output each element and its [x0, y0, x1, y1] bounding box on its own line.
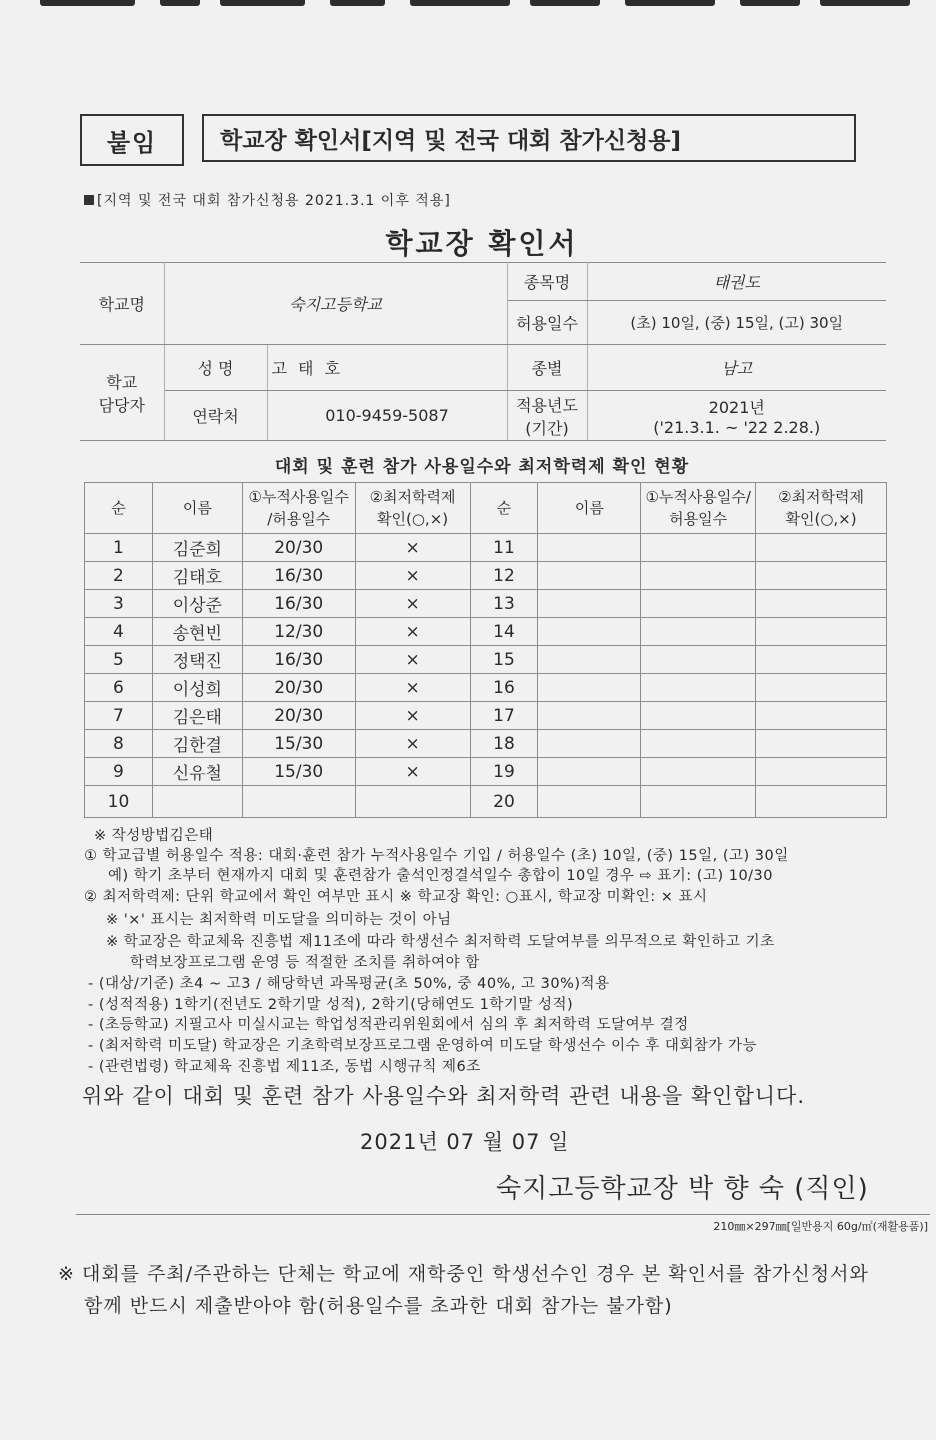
row-check: × [355, 674, 470, 702]
row-name-right [538, 674, 641, 702]
event-label: 종목명 [507, 263, 587, 301]
table-row [85, 674, 887, 702]
header-seq-right: 순 [470, 483, 538, 534]
row-check: × [355, 562, 470, 590]
row-check: × [355, 590, 470, 618]
row-name [152, 786, 242, 818]
row-check: × [355, 618, 470, 646]
attachment-tag: 붙임 [80, 114, 184, 166]
note-line: ※ '×' 표시는 최저학력 미도달을 의미하는 것이 아님 [106, 912, 452, 928]
apply-note-text: [지역 및 전국 대회 참가신청용 2021.3.1 이후 적용] [97, 193, 451, 209]
row-days-right [641, 758, 756, 786]
note-line: 예) 학기 초부터 현재까지 대회 및 훈련참가 출석인정결석일수 총합이 10일 경우 ⇨ 표기: (고) 10/30 [108, 868, 774, 884]
row-name: 이상준 [152, 590, 242, 618]
table-row [85, 758, 887, 786]
row-name-right [538, 590, 641, 618]
table-row [85, 646, 887, 674]
apply-year-value [587, 391, 886, 441]
row-seq-right: 15 [470, 646, 538, 674]
row-days-right [641, 702, 756, 730]
row-check: × [355, 758, 470, 786]
manager-name: 고 태 호 [267, 345, 507, 391]
row-days: 20/30 [242, 534, 355, 562]
row-days: 12/30 [242, 618, 355, 646]
principal-signature: 숙지고등학교장 박 향 숙 (직인) [496, 1174, 869, 1204]
apply-year-label [507, 391, 587, 441]
row-check-right [756, 758, 887, 786]
row-name-right [538, 618, 641, 646]
row-name: 김은태 [152, 702, 242, 730]
row-check-right [756, 786, 887, 818]
row-check [355, 786, 470, 818]
row-seq-right: 12 [470, 562, 538, 590]
row-check-right [756, 590, 887, 618]
row-days-right [641, 590, 756, 618]
row-check: × [355, 646, 470, 674]
school-label: 학교명 [80, 263, 164, 345]
row-check: × [355, 730, 470, 758]
row-name: 이성희 [152, 674, 242, 702]
category-label: 종별 [507, 345, 587, 391]
notice-line: ※ 대회를 주최/주관하는 단체는 학교에 재학중인 학생선수인 경우 본 확인서를 참가신청서와 [58, 1263, 869, 1285]
header-days-right [641, 483, 756, 534]
table-row [85, 534, 887, 562]
row-name-right [538, 562, 641, 590]
row-check-right [756, 534, 887, 562]
row-seq: 4 [85, 618, 153, 646]
note-line: - (성적적용) 1학기(전년도 2학기말 성적), 2학기(당해연도 1학기말 성적) [88, 997, 574, 1013]
row-seq-right: 18 [470, 730, 538, 758]
header-days-line1: ①누적사용일수 [248, 488, 349, 506]
row-check-right [756, 562, 887, 590]
header-days-line2: /허용일수 [267, 510, 331, 528]
table-row [85, 786, 887, 818]
row-days: 16/30 [242, 590, 355, 618]
apply-year-value-line2: ('21.3.1. ~ '22 2.28.) [653, 417, 821, 437]
document-header [80, 114, 862, 166]
contact-label: 연락처 [164, 391, 267, 441]
notice-line: 함께 반드시 제출받아야 함(허용일수를 초과한 대회 참가는 불가함) [84, 1295, 673, 1317]
row-name: 김태호 [152, 562, 242, 590]
header-days-right-line1: ①누적사용일수/ [645, 488, 751, 506]
header-check-line1: ②최저학력제 [369, 488, 456, 506]
row-days-right [641, 618, 756, 646]
allowed-days-value: (초) 10일, (중) 15일, (고) 30일 [587, 301, 886, 345]
name-label: 성 명 [164, 345, 267, 391]
row-check-right [756, 618, 887, 646]
note-line: ② 최저학력제: 단위 학교에서 확인 여부만 표시 ※ 학교장 확인: ○표시, 학교장 미확인: × 표시 [84, 889, 708, 905]
row-check-right [756, 730, 887, 758]
row-days-right [641, 646, 756, 674]
note-line: ※ 학교장은 학교체육 진흥법 제11조에 따라 학생선수 최저학력 도달여부를 의무적으로 확인하고 기초 [106, 934, 775, 950]
row-days: 16/30 [242, 562, 355, 590]
row-name-right [538, 786, 641, 818]
header-check-right [756, 483, 887, 534]
row-seq: 8 [85, 730, 153, 758]
manager-label-line1: 학교 [106, 372, 138, 392]
row-name: 송현빈 [152, 618, 242, 646]
row-name-right [538, 730, 641, 758]
manager-label-line2: 담당자 [98, 395, 145, 415]
row-days: 20/30 [242, 674, 355, 702]
table-row [85, 618, 887, 646]
row-days-right [641, 786, 756, 818]
page-title: 학교장 확인서 [385, 227, 579, 260]
row-seq: 3 [85, 590, 153, 618]
row-check-right [756, 646, 887, 674]
note-line: ※ 작성방법김은태 [94, 828, 214, 844]
row-name: 김한결 [152, 730, 242, 758]
row-check: × [355, 702, 470, 730]
header-name-right: 이름 [538, 483, 641, 534]
school-value: 숙지고등학교 [164, 263, 507, 345]
apply-year-label-line1: 적용년도 [516, 395, 578, 415]
header-seq: 순 [85, 483, 153, 534]
note-line: ① 학교급별 허용일수 적용: 대회·훈련 참가 누적사용일수 기입 / 허용일수 (초) 10일, (중) 15일, (고) 30일 [84, 848, 789, 864]
row-name: 정택진 [152, 646, 242, 674]
allowed-days-label: 허용일수 [507, 301, 587, 345]
note-line: - (초등학교) 지필고사 미실시교는 학업성적관리위원회에서 심의 후 최저학력 도달여부 결정 [88, 1017, 689, 1033]
header-name: 이름 [152, 483, 242, 534]
note-line: 학력보장프로그램 운영 등 적절한 조치를 취하여야 함 [130, 955, 480, 971]
row-name: 신유철 [152, 758, 242, 786]
header-days-right-line2: 허용일수 [669, 510, 728, 528]
row-seq: 7 [85, 702, 153, 730]
header-days [242, 483, 355, 534]
top-edge-strip [0, 0, 936, 10]
table-row [85, 730, 887, 758]
note-line: - (관련법령) 학교체육 진흥법 제11조, 동법 시행규칙 제6조 [88, 1059, 481, 1075]
row-check-right [756, 674, 887, 702]
row-seq-right: 13 [470, 590, 538, 618]
row-days-right [641, 674, 756, 702]
row-seq-right: 11 [470, 534, 538, 562]
header-title: 학교장 확인서[지역 및 전국 대회 참가신청용] [202, 114, 856, 162]
header-check [355, 483, 470, 534]
table-row [85, 702, 887, 730]
table-row [85, 562, 887, 590]
row-name-right [538, 758, 641, 786]
row-seq-right: 19 [470, 758, 538, 786]
row-days [242, 786, 355, 818]
row-seq-right: 20 [470, 786, 538, 818]
event-value: 태권도 [587, 263, 886, 301]
contact-value: 010-9459-5087 [267, 391, 507, 441]
row-days: 16/30 [242, 646, 355, 674]
row-seq-right: 14 [470, 618, 538, 646]
note-line: - (최저학력 미도달) 학교장은 기초학력보장프로그램 운영하여 미도달 학생선수 이수 후 대회참가 가능 [88, 1038, 758, 1054]
row-seq-right: 17 [470, 702, 538, 730]
athlete-roster-table [84, 482, 887, 818]
row-name-right [538, 534, 641, 562]
section-title: 대회 및 훈련 참가 사용일수와 최저학력제 확인 현황 [274, 457, 690, 477]
row-seq: 1 [85, 534, 153, 562]
manager-label [80, 345, 164, 441]
row-seq: 6 [85, 674, 153, 702]
paper-spec: 210㎜×297㎜[일반용지 60g/㎡(재활용품)] [713, 1220, 928, 1233]
header-check-line2: 확인(○,×) [377, 510, 449, 528]
row-seq: 5 [85, 646, 153, 674]
row-days-right [641, 562, 756, 590]
row-seq-right: 16 [470, 674, 538, 702]
school-info-table [80, 262, 886, 441]
row-name: 김준희 [152, 534, 242, 562]
row-seq: 10 [85, 786, 153, 818]
row-days-right [641, 534, 756, 562]
row-days: 15/30 [242, 758, 355, 786]
header-check-right-line1: ②최저학력제 [778, 488, 864, 506]
apply-year-label-line2: (기간) [525, 418, 569, 438]
apply-year-value-line1: 2021년 [708, 397, 765, 417]
row-days-right [641, 730, 756, 758]
row-name-right [538, 702, 641, 730]
row-seq: 9 [85, 758, 153, 786]
issue-date: 2021년 07 월 07 일 [360, 1130, 570, 1154]
square-bullet-icon [84, 195, 94, 205]
note-line: - (대상/기준) 초4 ~ 고3 / 해당학년 과목평균(초 50%, 중 40%, 고 30%)적용 [88, 976, 610, 992]
header-check-right-line2: 확인(○,×) [785, 510, 857, 528]
row-seq: 2 [85, 562, 153, 590]
confirmation-statement: 위와 같이 대회 및 훈련 참가 사용일수와 최저학력 관련 내용을 확인합니다. [82, 1084, 806, 1108]
row-check: × [355, 534, 470, 562]
table-row [85, 590, 887, 618]
row-name-right [538, 646, 641, 674]
submission-notice [58, 1258, 869, 1322]
row-days: 20/30 [242, 702, 355, 730]
row-check-right [756, 702, 887, 730]
divider [76, 1214, 930, 1215]
category-value: 남고 [587, 345, 886, 391]
apply-note [84, 190, 451, 210]
row-days: 15/30 [242, 730, 355, 758]
